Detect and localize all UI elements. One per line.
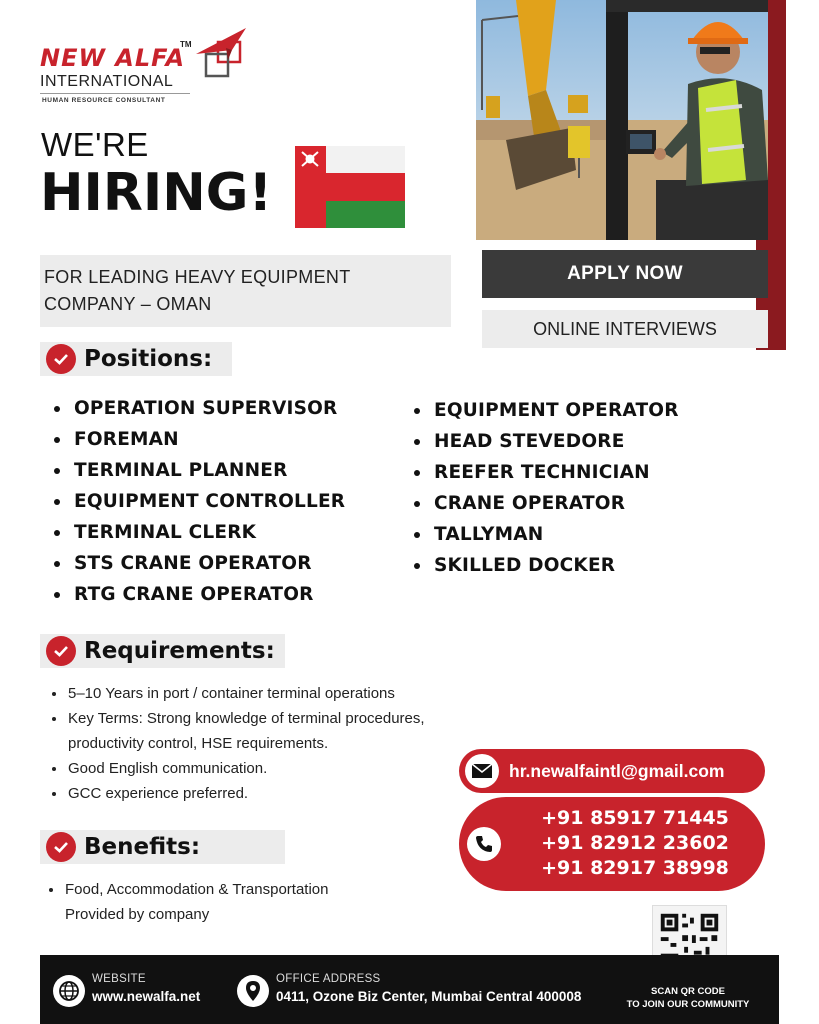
positions-header (40, 342, 232, 376)
phone-numbers (515, 806, 755, 881)
position-item: HEAD STEVEDORE (414, 426, 679, 457)
position-item: FOREMAN (54, 424, 345, 455)
phone-number[interactable]: +91 82917 38998 (541, 857, 729, 879)
website-label: WEBSITE (92, 973, 146, 985)
position-item: REEFER TECHNICIAN (414, 457, 679, 488)
check-icon (46, 832, 76, 862)
envelope-icon (465, 754, 499, 788)
phone-number[interactable]: +91 82912 23602 (541, 832, 729, 854)
phone-number[interactable]: +91 85917 71445 (541, 807, 729, 829)
positions-list-left (54, 393, 345, 610)
benefits-list (49, 877, 359, 927)
office-address: 0411, Ozone Biz Center, Mumbai Central 400008 (276, 989, 582, 1004)
positions-title: Positions: (84, 346, 213, 372)
positions-list-right (414, 395, 679, 581)
requirement-item: Key Terms: Strong knowledge of terminal procedures, productivity control, HSE requirements. (52, 706, 472, 756)
company-line: FOR LEADING HEAVY EQUIPMENT COMPANY – OMAN (44, 267, 351, 314)
position-item: TALLYMAN (414, 519, 679, 550)
check-icon (46, 636, 76, 666)
requirements-title: Requirements: (84, 638, 275, 664)
online-interviews-badge: ONLINE INTERVIEWS (482, 310, 768, 348)
benefit-item: Food, Accommodation & Transportation Provided by company (49, 877, 359, 927)
oman-flag-icon (295, 146, 405, 228)
company-logo (30, 20, 255, 108)
position-item: STS CRANE OPERATOR (54, 548, 345, 579)
position-item: CRANE OPERATOR (414, 488, 679, 519)
logo-tagline: HUMAN RESOURCE CONSULTANT (42, 97, 166, 104)
benefits-header (40, 830, 285, 864)
logo-divider (40, 93, 190, 94)
position-item: OPERATION SUPERVISOR (54, 393, 345, 424)
location-pin-icon (237, 975, 269, 1007)
logo-subtitle: INTERNATIONAL (40, 73, 174, 90)
position-item: SKILLED DOCKER (414, 550, 679, 581)
qr-caption-line-2: TO JOIN OUR COMMUNITY (626, 999, 750, 1010)
website-link[interactable]: www.newalfa.net (92, 989, 201, 1004)
office-label: OFFICE ADDRESS (276, 973, 381, 985)
footer-bar (40, 955, 779, 1024)
qr-caption (618, 985, 758, 1011)
phone-icon (467, 827, 501, 861)
phone-contact (459, 797, 765, 891)
check-icon (46, 344, 76, 374)
requirements-list (52, 681, 472, 806)
position-item: EQUIPMENT OPERATOR (414, 395, 679, 426)
excavator-operator-photo (476, 0, 768, 240)
logo-name: NEW ALFA (40, 44, 186, 72)
globe-icon (53, 975, 85, 1007)
benefits-title: Benefits: (84, 834, 201, 860)
position-item: TERMINAL PLANNER (54, 455, 345, 486)
requirements-header (40, 634, 285, 668)
qr-caption-line-1: SCAN QR CODE (651, 986, 725, 997)
requirement-item: 5–10 Years in port / container terminal operations (52, 681, 472, 706)
position-item: RTG CRANE OPERATOR (54, 579, 345, 610)
email-address[interactable]: hr.newalfaintl@gmail.com (509, 760, 725, 781)
position-item: EQUIPMENT CONTROLLER (54, 486, 345, 517)
requirement-item: Good English communication. (52, 756, 472, 781)
hiring-headline: HIRING! (40, 163, 273, 223)
hiring-line-1: WE'RE (41, 126, 149, 163)
apply-now-button[interactable]: APPLY NOW (482, 250, 768, 298)
email-contact[interactable] (459, 749, 765, 793)
position-item: TERMINAL CLERK (54, 517, 345, 548)
logo-trademark: TM (180, 40, 192, 49)
requirement-item: GCC experience preferred. (52, 781, 472, 806)
paper-plane-logo-icon (188, 24, 252, 84)
